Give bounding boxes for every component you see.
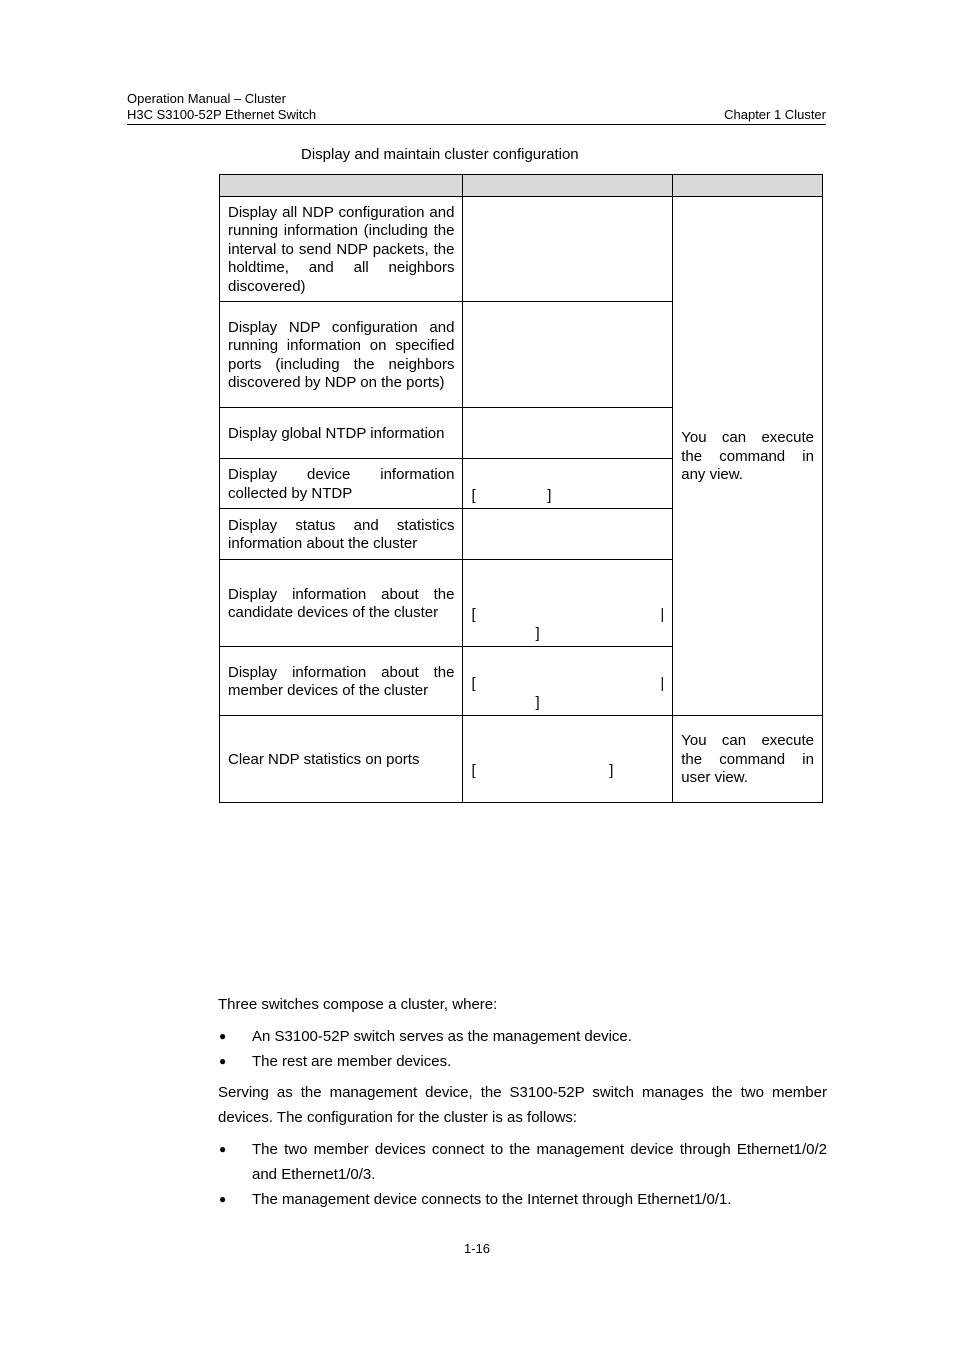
row-command xyxy=(463,647,673,716)
table-caption: Display and maintain cluster configuration xyxy=(301,146,579,163)
pipe-separator: | xyxy=(660,675,665,692)
config-paragraph: Serving as the management device, the S3100-52P switch manages the two member devices. The configuration for the cluster is as follows: xyxy=(218,1084,827,1126)
bracket-open: [ xyxy=(471,761,476,779)
table-row xyxy=(220,716,823,803)
row-command xyxy=(463,509,673,560)
doc-title: Operation Manual – Cluster xyxy=(127,91,286,106)
row-description: Display information about the member devices of the cluster xyxy=(220,647,463,716)
header-cell-remarks xyxy=(673,175,823,197)
row-command xyxy=(463,302,673,408)
bracket-close: ] xyxy=(609,761,614,779)
bracket-close: ] xyxy=(547,486,552,504)
header-cell-command xyxy=(463,175,673,197)
list-item-text: An S3100-52P switch serves as the management device. xyxy=(252,1028,632,1045)
row-description: Display status and statistics information about the cluster xyxy=(220,509,463,560)
list-item xyxy=(218,1049,827,1074)
intro-paragraph: Three switches compose a cluster, where: xyxy=(218,996,498,1013)
row-command xyxy=(463,560,673,647)
bracket-close: ] xyxy=(535,624,540,642)
bracket-close: ] xyxy=(535,693,540,711)
list-item xyxy=(218,1137,827,1187)
row-description: Display NDP configuration and running information on specified ports (including the neighbors discovered by NDP on the ports) xyxy=(220,302,463,408)
list-item xyxy=(218,1187,827,1212)
list-item-text: The rest are member devices. xyxy=(252,1053,452,1070)
row-description: Display global NTDP information xyxy=(220,408,463,459)
list-item xyxy=(218,1024,827,1049)
list-item-text: The two member devices connect to the management device through Ethernet1/0/2 and Ethernet1/0/3. xyxy=(252,1141,827,1183)
row-command xyxy=(463,197,673,302)
list-item-text: The management device connects to the Internet through Ethernet1/0/1. xyxy=(252,1191,732,1208)
pipe-separator: | xyxy=(660,606,665,623)
chapter-title: Chapter 1 Cluster xyxy=(724,107,826,122)
command-syntax-line xyxy=(471,675,664,694)
bullet-icon: ● xyxy=(219,1192,227,1206)
bullet-icon: ● xyxy=(219,1142,227,1156)
row-description: Display all NDP configuration and running information (including the interval to send NDP packets, the holdtime, and all neighbors discovered) xyxy=(220,197,463,302)
row-description: Display device information collected by NTDP xyxy=(220,459,463,509)
bracket-open: [ xyxy=(471,675,476,692)
row-command xyxy=(463,408,673,459)
bracket-open: [ xyxy=(471,486,476,504)
bullet-icon: ● xyxy=(219,1054,227,1068)
bullet-icon: ● xyxy=(219,1029,227,1043)
command-table xyxy=(219,174,823,803)
row-remark: You can execute the command in any view. xyxy=(673,197,823,716)
page-number: 1-16 xyxy=(463,1241,491,1256)
table-row xyxy=(220,197,823,302)
row-command xyxy=(463,716,673,803)
header-rule xyxy=(127,124,826,125)
row-remark: You can execute the command in user view. xyxy=(673,716,823,803)
command-syntax-line xyxy=(471,487,551,506)
body-section xyxy=(218,992,827,1212)
product-name: H3C S3100-52P Ethernet Switch xyxy=(127,107,317,122)
running-header-left xyxy=(127,91,316,123)
command-syntax-line xyxy=(471,762,613,781)
bracket-open: [ xyxy=(471,606,476,623)
row-description: Display information about the candidate devices of the cluster xyxy=(220,560,463,647)
command-syntax-line xyxy=(471,606,664,625)
header-cell-operation xyxy=(220,175,463,197)
table-header-row xyxy=(220,175,823,197)
row-command xyxy=(463,459,673,509)
row-description: Clear NDP statistics on ports xyxy=(220,716,463,803)
